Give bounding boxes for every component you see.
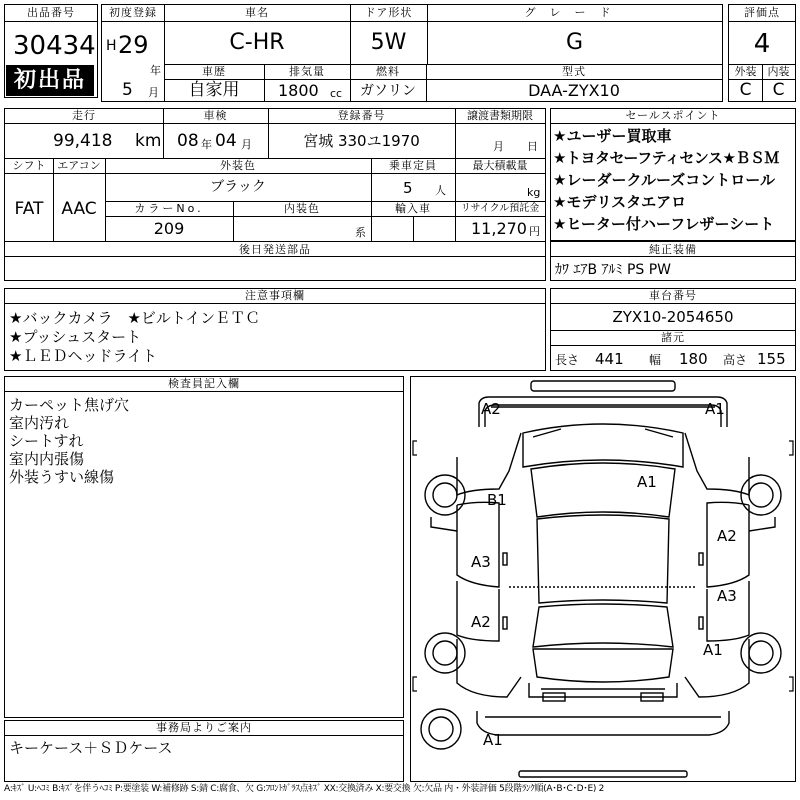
office-box bbox=[4, 720, 404, 782]
damage-mark: A2 bbox=[471, 613, 491, 631]
header-main-box bbox=[101, 4, 723, 102]
lot-number-label: 出品番号 bbox=[27, 6, 75, 19]
exterior-label: 外装 bbox=[734, 65, 757, 78]
interior-grade: C bbox=[772, 80, 785, 100]
capacity-value: 5 bbox=[403, 179, 413, 197]
interior-label: 内装 bbox=[767, 65, 790, 78]
width-label: 幅 bbox=[649, 353, 662, 367]
history-value: 自家用 bbox=[188, 80, 240, 100]
transfer-month-unit: 月 bbox=[493, 140, 504, 153]
first-listing-text: 初出品 bbox=[13, 68, 86, 93]
import-label: 輸入車 bbox=[395, 202, 431, 215]
selling-point: ★ヒーター付ハーフレザーシート bbox=[553, 215, 775, 233]
selling-points-label: セールスポイント bbox=[625, 109, 721, 122]
damage-mark: A2 bbox=[481, 400, 501, 418]
selling-point: ★レーダークルーズコントロール bbox=[553, 171, 775, 189]
recycle-unit: 円 bbox=[529, 225, 540, 238]
damage-mark: B1 bbox=[487, 491, 507, 509]
shift-value: FAT bbox=[14, 199, 44, 219]
interior-color-unit: 系 bbox=[355, 226, 366, 239]
selling-points-box bbox=[550, 108, 796, 241]
height-value: 155 bbox=[757, 350, 786, 368]
car-diagram-box bbox=[410, 376, 796, 782]
inspector-line: 室内汚れ bbox=[9, 414, 70, 432]
color-no-label: カラーNo. bbox=[134, 202, 204, 215]
equipment-value: ｶﾜ ｴｱB ｱﾙﾐ PS PW bbox=[555, 262, 672, 278]
plate-value: 宮城 330ユ1970 bbox=[303, 132, 420, 150]
displacement-label: 排気量 bbox=[289, 65, 325, 78]
transfer-day-unit: 日 bbox=[527, 140, 538, 153]
recycle-label: リサイクル預託金 bbox=[460, 203, 540, 214]
grade-value: G bbox=[565, 30, 584, 55]
max-load-unit: kg bbox=[527, 186, 541, 199]
score-box bbox=[728, 4, 796, 102]
chassis-box bbox=[550, 288, 796, 371]
plate-label: 登録番号 bbox=[337, 109, 386, 122]
inspector-line: 外装うすい線傷 bbox=[9, 468, 115, 486]
door-value: 5W bbox=[370, 30, 407, 55]
model-label: 型式 bbox=[562, 65, 586, 78]
later-parts-label: 後日発送部品 bbox=[239, 243, 311, 256]
inspector-line: カーペット焦げ穴 bbox=[9, 396, 130, 414]
inspection-year: 08 bbox=[177, 131, 199, 151]
first-listing-badge bbox=[6, 65, 94, 96]
displacement-unit: cc bbox=[330, 87, 343, 100]
length-value: 441 bbox=[595, 350, 624, 368]
model-value: DAA-ZYX10 bbox=[528, 81, 620, 100]
mileage-unit: km bbox=[135, 131, 162, 151]
era-letter: H bbox=[106, 38, 117, 54]
caution-box bbox=[4, 288, 546, 371]
inspector-label: 検査員記入欄 bbox=[168, 377, 240, 390]
width-value: 180 bbox=[679, 350, 708, 368]
first-reg-label: 初度登録 bbox=[109, 6, 157, 19]
office-text: キーケース＋ＳＤケース bbox=[9, 739, 173, 757]
color-no-value: 209 bbox=[153, 219, 185, 238]
recycle-value: 11,270 bbox=[471, 219, 527, 238]
caution-line: ★プッシュスタート bbox=[9, 328, 142, 346]
exterior-color-value: ブラック bbox=[210, 179, 266, 195]
score-value: 4 bbox=[753, 29, 771, 59]
inspector-line: シートすれ bbox=[9, 432, 84, 450]
capacity-label: 乗車定員 bbox=[389, 159, 437, 172]
mileage-value: 99,418 bbox=[53, 131, 113, 151]
displacement-value: 1800 bbox=[278, 81, 319, 100]
length-label: 長さ bbox=[555, 353, 580, 367]
later-parts-box bbox=[4, 241, 546, 281]
score-label: 評価点 bbox=[744, 6, 780, 19]
car-name-label: 車名 bbox=[245, 6, 269, 19]
inspector-line: 室内内張傷 bbox=[9, 450, 85, 468]
max-load-label: 最大積載量 bbox=[472, 159, 528, 172]
reg-year: 29 bbox=[118, 31, 149, 59]
inspection-month-unit: 月 bbox=[241, 138, 252, 151]
car-diagram bbox=[411, 377, 795, 781]
caution-label: 注意事項欄 bbox=[245, 289, 305, 302]
damage-mark: A3 bbox=[717, 587, 737, 605]
damage-mark: A2 bbox=[717, 527, 737, 545]
vehicle-info-box bbox=[4, 108, 546, 243]
grade-label: グレード bbox=[524, 6, 625, 19]
mileage-label: 走行 bbox=[72, 109, 96, 122]
lot-number: 30434 bbox=[13, 31, 96, 61]
equipment-box bbox=[550, 241, 796, 281]
caution-line: ★ＬＥＤヘッドライト bbox=[9, 347, 157, 365]
damage-mark: A3 bbox=[471, 553, 491, 571]
year-unit: 年 bbox=[150, 64, 161, 77]
equipment-label: 純正装備 bbox=[649, 243, 697, 256]
height-label: 高さ bbox=[723, 353, 748, 367]
capacity-unit: 人 bbox=[435, 184, 446, 197]
damage-mark: A1 bbox=[703, 641, 723, 659]
door-label: ドア形状 bbox=[364, 6, 413, 19]
damage-mark: A1 bbox=[637, 473, 657, 491]
fuel-label: 燃料 bbox=[376, 65, 400, 78]
shift-label: シフト bbox=[12, 159, 46, 172]
car-name: C-HR bbox=[229, 30, 285, 55]
chassis-label: 車台番号 bbox=[649, 289, 697, 302]
dimensions-label: 諸元 bbox=[661, 331, 685, 344]
inspection-label: 車検 bbox=[203, 109, 228, 122]
transfer-label: 譲渡書類期限 bbox=[467, 109, 533, 122]
ac-value: AAC bbox=[61, 199, 97, 219]
legend-text: A:ｷｽﾞ U:ﾍｺﾐ B:ｷｽﾞを伴うﾍｺﾐ P:要塗装 W:補修跡 S:錆 C:腐食、欠 G:ﾌﾛﾝﾄｶﾞﾗｽ点ｷｽﾞ XX:交換済み X:要交換 欠:欠品 内・外装評価 5段階ﾗﾝｸ順(A･B･C･D･E) 2 bbox=[4, 784, 605, 794]
ac-label: エアコン bbox=[57, 159, 101, 172]
inspector-box bbox=[4, 376, 404, 718]
damage-mark: A1 bbox=[705, 400, 725, 418]
fuel-value: ガソリン bbox=[360, 83, 416, 99]
caution-line: ★バックカメラ ★ビルトインＥＴＣ bbox=[9, 309, 261, 327]
office-label: 事務局よりご案内 bbox=[156, 721, 252, 734]
selling-point: ★モデリスタエアロ bbox=[553, 193, 687, 211]
chassis-value: ZYX10-2054650 bbox=[612, 308, 734, 326]
selling-point: ★トヨタセーフティセンス★ＢＳＭ bbox=[553, 149, 779, 167]
inspection-month: 04 bbox=[215, 131, 237, 151]
damage-mark: A1 bbox=[483, 731, 503, 749]
month-unit: 月 bbox=[148, 86, 159, 99]
history-label: 車歴 bbox=[202, 65, 226, 78]
selling-point: ★ユーザー買取車 bbox=[553, 127, 672, 145]
inspection-year-unit: 年 bbox=[201, 138, 212, 151]
exterior-color-label: 外装色 bbox=[220, 159, 256, 172]
exterior-grade: C bbox=[739, 80, 752, 100]
reg-month: 5 bbox=[122, 80, 133, 100]
selling-points-list bbox=[553, 129, 795, 239]
interior-color-label: 内装色 bbox=[284, 202, 320, 215]
